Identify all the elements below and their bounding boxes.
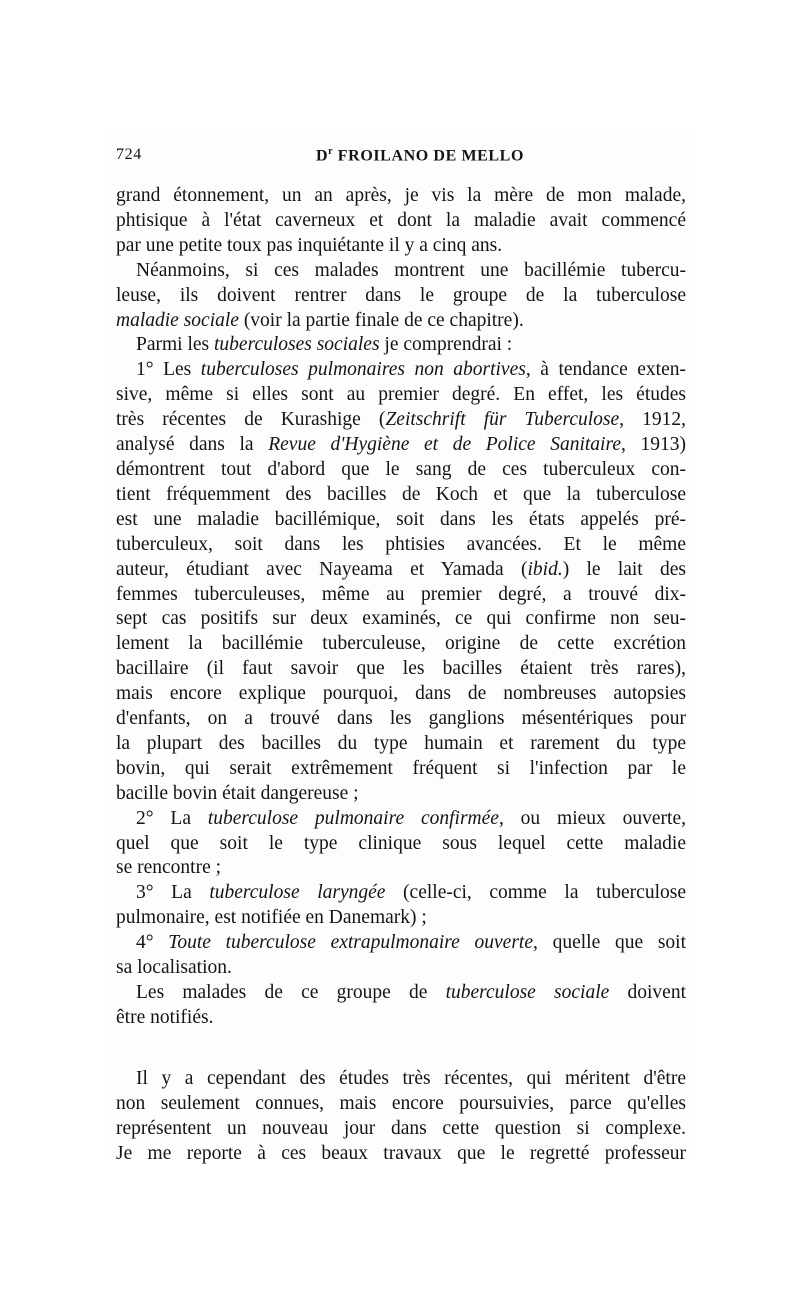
text-line: sept cas positifs sur deux examinés, ce qui confirme non seu- [116, 608, 686, 630]
italic-citation: Zeitschrift für Tuberculose [385, 409, 620, 431]
text-line [116, 358, 686, 383]
text-line: tient fréquemment des bacilles de Koch et que la tuberculose [116, 483, 686, 505]
author-name: FROILANO DE MELLO [333, 147, 525, 165]
text-line: démontrent tout d'abord que le sang de ces tuberculeux con- [116, 458, 686, 480]
list-item-2 [116, 807, 686, 882]
text-line: sa localisation. [116, 957, 232, 979]
italic-term: ibid. [527, 558, 563, 580]
paragraph-notification [116, 981, 686, 1031]
text-line [116, 408, 686, 433]
text-run: , quelle que soit [533, 932, 686, 954]
text-line: représentent un nouveau jour dans cette question si complexe. [116, 1117, 686, 1139]
text-run: ) le lait des [562, 558, 686, 580]
document-body [116, 184, 686, 1166]
italic-term: tuberculoses sociales [214, 334, 380, 356]
text-run: 1° Les [136, 359, 201, 381]
text-run: , 1913) [620, 434, 686, 456]
text-run: 4° [136, 932, 169, 954]
text-line: mais encore explique pourquoi, dans de nombreuses autopsies [116, 683, 686, 705]
italic-term: maladie sociale [116, 309, 239, 331]
text-line: Il y a cependant des études très récentes, qui méritent d'être [136, 1067, 686, 1089]
italic-term: tuberculose pulmonaire confirmée [207, 807, 499, 829]
text-line: pulmonaire, est notifiée en Danemark) ; [116, 907, 427, 929]
text-line: grand étonnement, un an après, je vis la mère de mon malade, [116, 185, 686, 206]
text-line: non seulement connues, mais encore poursuivies, parce qu'elles [116, 1092, 686, 1114]
text-line: par une petite toux pas inquiétante il y a cinq ans. [116, 234, 503, 256]
italic-term: tuberculoses pulmonaires non abortives, [200, 359, 531, 381]
text-line [116, 433, 686, 458]
text-line: se rencontre ; [116, 857, 222, 879]
italic-term: Toute tuberculose extrapulmonaire ouverte [168, 932, 534, 954]
text-line [116, 333, 686, 358]
paragraph-neanmoins [116, 259, 686, 334]
paragraph-continuation [116, 184, 686, 259]
running-header [116, 146, 686, 168]
text-run: Parmi les [136, 334, 214, 356]
text-run: doivent [609, 982, 686, 1003]
text-line [116, 881, 686, 906]
text-run: Les malades de ce groupe de [136, 982, 446, 1003]
text-line [116, 309, 686, 334]
text-run: à tendance exten- [530, 359, 686, 381]
text-line [116, 931, 686, 956]
text-run: je comprendrai : [379, 334, 513, 356]
author-prefix-sup: r [328, 146, 334, 157]
text-line: phtisique à l'état caverneux et dont la maladie avait commencé [116, 209, 686, 231]
text-line: est une maladie bacillémique, soit dans les états appelés pré- [116, 508, 686, 530]
text-line: quel que soit le type clinique sous lequel cette maladie [116, 832, 686, 854]
text-line: bovin, qui serait extrêmement fréquent si l'infection par le [116, 757, 686, 779]
text-line: sive, même si elles sont au premier degré. En effet, les études [116, 384, 686, 406]
list-item-3 [116, 881, 686, 931]
text-line: d'enfants, on a trouvé dans les ganglions mésentériques pour [116, 708, 686, 730]
paragraph-recent-studies [116, 1067, 686, 1167]
italic-citation: Revue d'Hygiène et de Police Sanitaire [268, 434, 621, 456]
text-run: 3° La [136, 882, 210, 904]
text-line [116, 981, 686, 1006]
text-run: (voir la partie finale de ce chapitre). [238, 309, 524, 331]
page-number: 724 [116, 146, 142, 163]
text-run: analysé dans la [116, 434, 269, 456]
text-run: auteur, étudiant avec Nayeama et Yamada ( [116, 558, 528, 580]
italic-term: tuberculose sociale [445, 982, 610, 1003]
text-run: 2° La [136, 807, 208, 829]
section-gap [116, 1031, 686, 1067]
author-prefix: D [315, 147, 329, 165]
text-line [116, 807, 686, 832]
text-line: leuse, ils doivent rentrer dans le groupe de la tuberculose [116, 284, 686, 306]
list-item-4 [116, 931, 686, 981]
text-line: tuberculeux, soit dans les phtisies avancées. Et le même [116, 533, 686, 555]
text-line: être notifiés. [116, 1006, 214, 1028]
paragraph-parmi [116, 333, 686, 358]
text-line: Je me reporte à ces beaux travaux que le regretté professeur [116, 1142, 686, 1164]
author-running-head [116, 146, 686, 165]
text-run: , ou mieux ouverte, [498, 807, 686, 829]
text-line: la plupart des bacilles du type humain et rarement du type [116, 732, 686, 754]
text-run: , 1912, [619, 409, 686, 431]
text-run: très récentes de Kurashige ( [116, 409, 386, 431]
text-line: femmes tuberculeuses, même au premier degré, a trouvé dix- [116, 583, 686, 605]
text-line: lement la bacillémie tuberculeuse, origine de cette excrétion [116, 633, 686, 655]
list-item-1 [116, 358, 686, 806]
text-line: bacillaire (il faut savoir que les bacilles étaient très rares), [116, 658, 686, 680]
text-run: (celle-ci, comme la tuberculose [385, 882, 686, 904]
text-line: Néanmoins, si ces malades montrent une bacillémie tubercu- [136, 259, 686, 281]
text-line [116, 558, 686, 583]
italic-term: tuberculose laryngée [209, 882, 386, 904]
text-line: bacille bovin était dangereuse ; [116, 782, 359, 804]
